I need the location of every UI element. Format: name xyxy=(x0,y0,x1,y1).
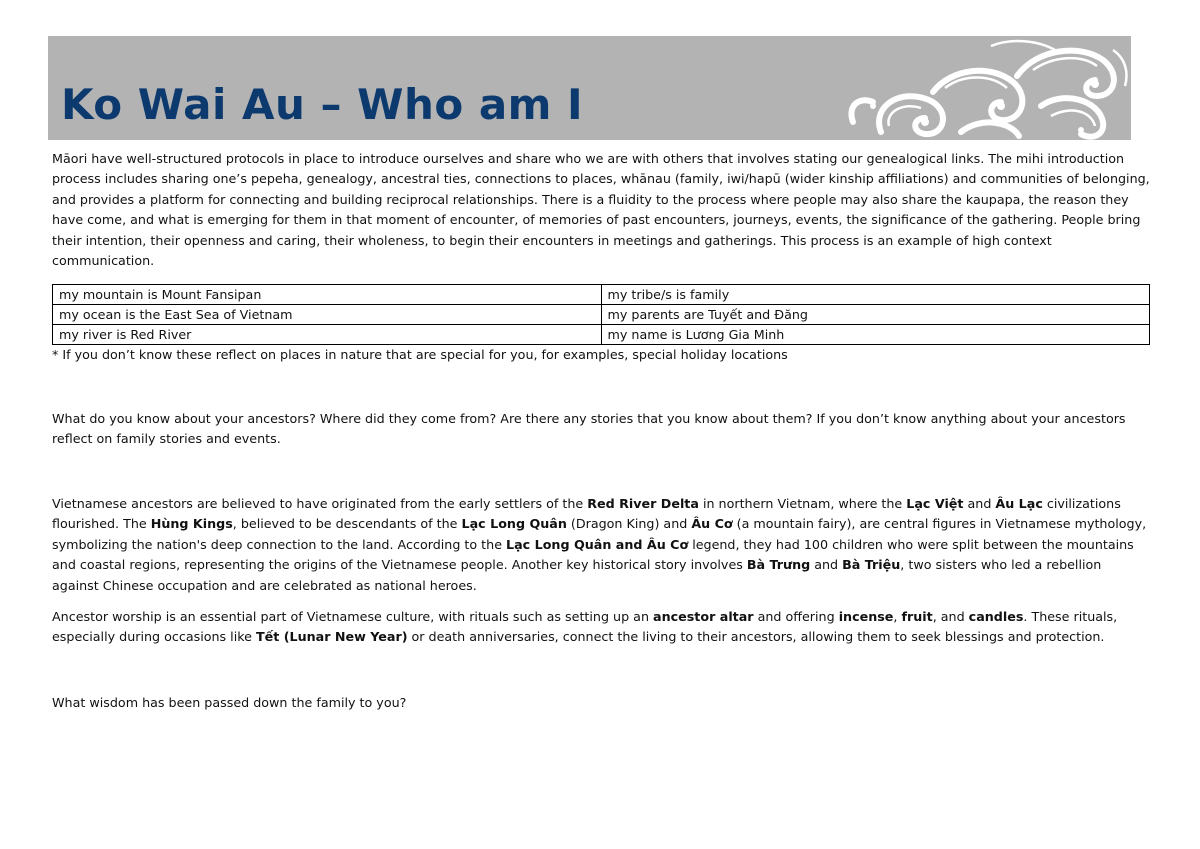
bold-term: Lạc Long Quân and Âu Cơ xyxy=(506,536,689,552)
bold-term: Âu Cơ xyxy=(691,516,733,532)
bold-term: incense xyxy=(838,609,894,624)
table-cell: my tribe/s is family xyxy=(601,285,1150,305)
bold-term: Bà Trưng xyxy=(746,557,811,573)
ancestors-question: What do you know about your ancestors? Where did they come from? Are there any stories that you know about them? If you don’t know anything about your ancestors reflect on family stories and events. xyxy=(52,411,1126,447)
mihi-table xyxy=(52,284,1150,345)
ancestors-paragraph: Vietnamese ancestors are believed to have originated from the early settlers of the Red River Delta in northern Vietnam, where the Lạc Việt and Âu Lạc civilizations flourished. The Hùng Kings, believed to be descendants of the Lạc Long Quân (Dragon King) and Âu Cơ (a mountain fairy), are central figures in Vietnamese mythology, symbolizing the nation's deep connection to the land. According to the Lạc Long Quân and Âu Cơ legend, they had 100 children who were split between the mountains and coastal regions, representing the origins of the Vietnamese people. Another key historical story involves Bà Trưng and Bà Triệu, two sisters who led a rebellion against Chinese occupation and are celebrated as national heroes. xyxy=(52,496,1147,593)
bold-term: Hùng Kings xyxy=(150,516,233,532)
page-title: Ko Wai Au – Who am I xyxy=(61,80,584,129)
table-cell: my ocean is the East Sea of Vietnam xyxy=(53,305,602,325)
header-banner xyxy=(48,36,1131,140)
bold-term: ancestor altar xyxy=(653,609,754,624)
table-row xyxy=(53,325,1150,345)
table-cell: my mountain is Mount Fansipan xyxy=(53,285,602,305)
table-cell: my river is Red River xyxy=(53,325,602,345)
bold-term: Âu Lạc xyxy=(995,496,1043,511)
table-cell: my parents are Tuyết and Đăng xyxy=(601,305,1150,325)
bold-term: Bà Triệu xyxy=(842,557,901,573)
table-row xyxy=(53,305,1150,325)
bold-term: Tết (Lunar New Year) xyxy=(255,629,408,645)
intro-paragraph: Māori have well-structured protocols in place to introduce ourselves and share who we are with others that involves stating our genealogical links. The mihi introduction process includes sharing one’s pepeha, genealogy, ancestral ties, connections to places, whānau (family, iwi/hapū (wider kinship affiliations) and communities of belonging, and provides a platform for connecting and building reciprocal relationships. There is a fluidity to the process where people may also share the kaupapa, the reason they have come, and what is emerging for them in that moment of encounter, of memories of past encounters, journeys, events, the significance of the gathering. People bring their intention, their openness and caring, their wholeness, to begin their encounters in meetings and gatherings. This process is an example of high context communication. xyxy=(52,151,1150,269)
bold-term: Red River Delta xyxy=(587,496,699,511)
table-row xyxy=(53,285,1150,305)
table-note: * If you don’t know these reflect on places in nature that are special for you, for examples, special holiday locations xyxy=(52,347,788,362)
bold-term: fruit xyxy=(901,609,933,624)
wisdom-question: What wisdom has been passed down the family to you? xyxy=(52,695,407,710)
bold-term: candles xyxy=(968,609,1024,624)
bold-term: Lạc Long Quân xyxy=(461,516,567,532)
bold-term: Lạc Việt xyxy=(906,496,964,511)
worship-paragraph: Ancestor worship is an essential part of Vietnamese culture, with rituals such as setting up an ancestor altar and offering incense, fruit, and candles. These rituals, especially during occasions like Tết (Lunar New Year) or death anniversaries, connect the living to their ancestors, allowing them to seek blessings and protection. xyxy=(52,609,1118,645)
table-cell: my name is Lương Gia Minh xyxy=(601,325,1150,345)
maori-koru-pattern-icon xyxy=(841,36,1131,140)
